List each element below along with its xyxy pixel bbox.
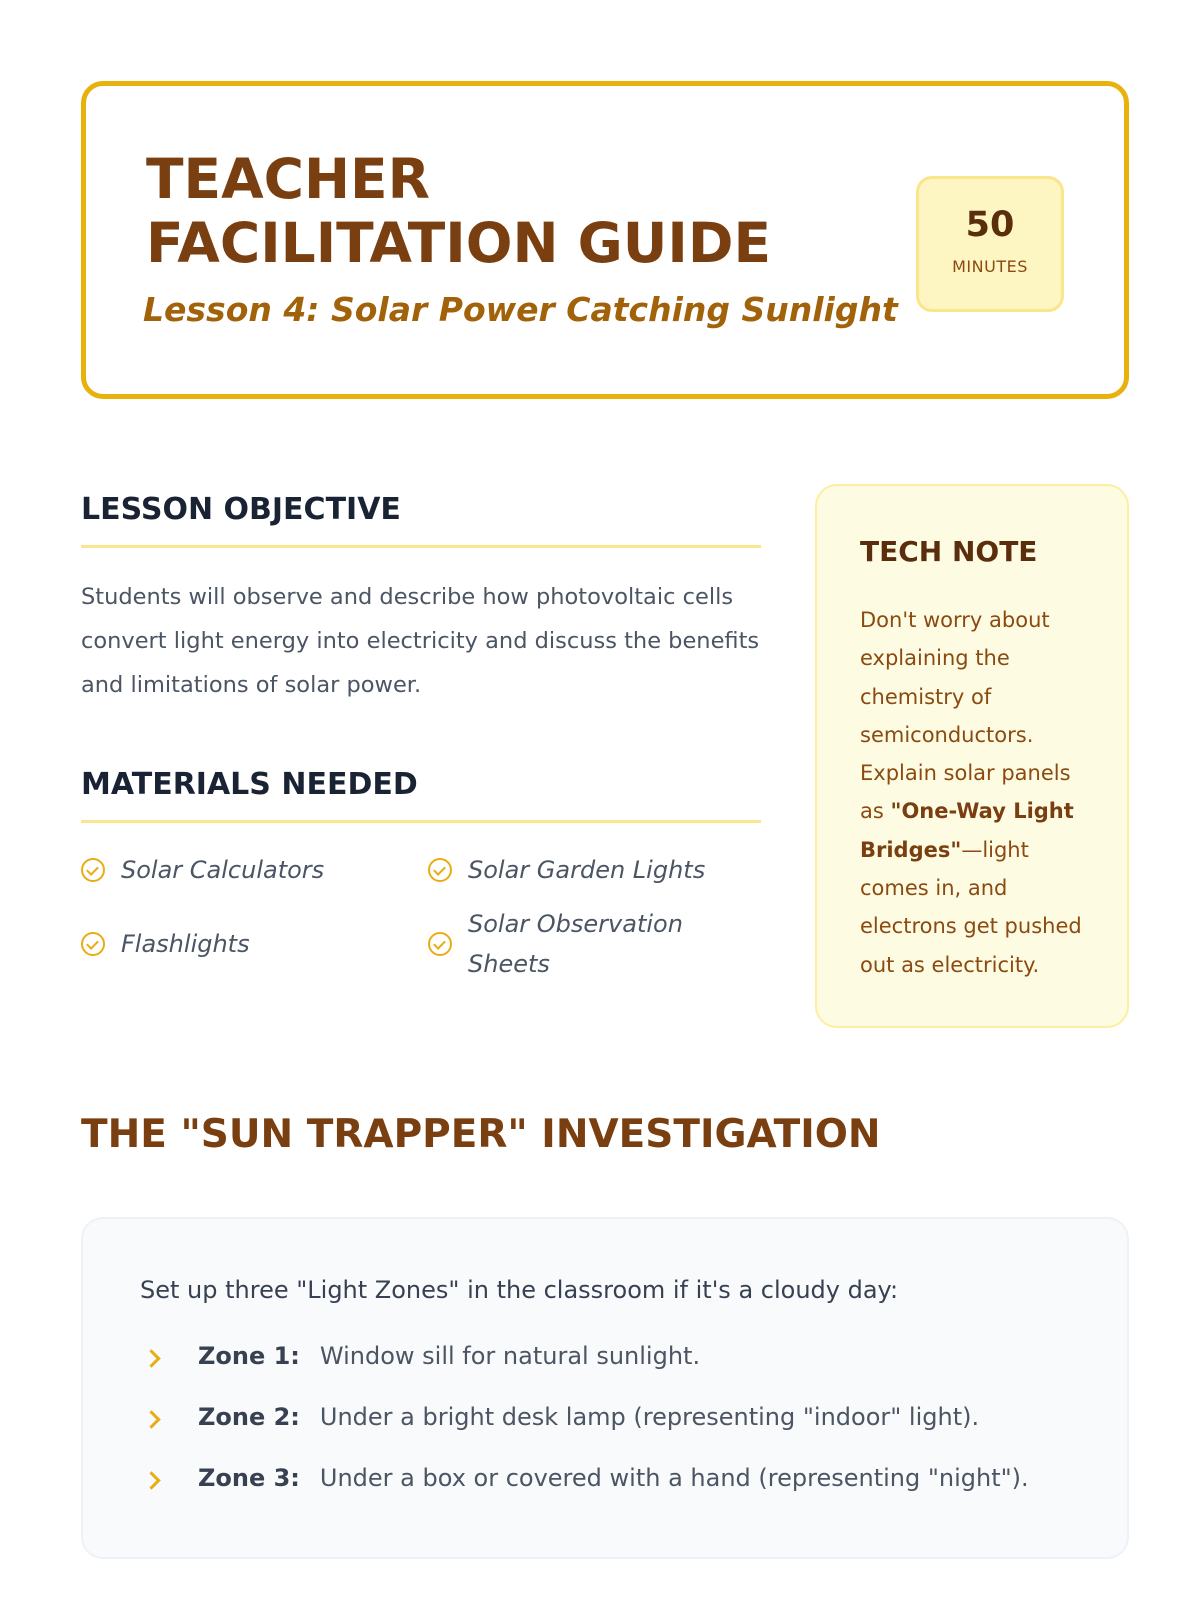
materials-item-label: Flashlights <box>121 930 250 958</box>
duration-value: 50 <box>965 205 1015 245</box>
page-title-line-2: FACILITATION GUIDE <box>146 211 772 275</box>
materials-item <box>428 904 738 984</box>
page-title-line-1: TEACHER <box>146 147 430 211</box>
duration-unit: MINUTES <box>952 257 1028 276</box>
zone-item <box>145 1336 700 1376</box>
tech-note-card <box>815 484 1129 1028</box>
objective-heading: LESSON OBJECTIVE <box>81 492 401 527</box>
tech-note-text-part: —light comes in, and electrons get pushed out as electricity. <box>860 837 1082 977</box>
materials-item <box>81 850 324 890</box>
zone-description: Window sill for natural sunlight. <box>319 1342 701 1370</box>
header-card <box>81 81 1129 399</box>
check-circle-icon <box>81 858 105 882</box>
zones-card <box>81 1217 1129 1559</box>
materials-item-label: Solar Calculators <box>121 856 325 884</box>
materials-item-label: Solar Observation Sheets <box>468 910 683 978</box>
zone-description: Under a box or covered with a hand (representing "night"). <box>319 1464 1029 1492</box>
zone-label: Zone 2: <box>198 1403 300 1431</box>
materials-divider <box>81 820 761 823</box>
check-circle-icon <box>428 932 452 956</box>
zones-intro: Set up three "Light Zones" in the classroom if it's a cloudy day: <box>140 1276 899 1304</box>
chevron-right-icon <box>142 1349 160 1367</box>
investigation-heading: THE "SUN TRAPPER" INVESTIGATION <box>81 1112 881 1157</box>
zone-label: Zone 3: <box>198 1464 300 1492</box>
zone-description: Under a bright desk lamp (representing "indoor" light). <box>319 1403 980 1431</box>
duration-badge <box>916 176 1064 312</box>
check-circle-icon <box>81 932 105 956</box>
tech-note-title: TECH NOTE <box>860 535 1038 568</box>
materials-heading: MATERIALS NEEDED <box>81 767 418 802</box>
chevron-right-icon <box>142 1410 160 1428</box>
objective-divider <box>81 545 761 548</box>
materials-item-label: Solar Garden Lights <box>468 856 706 884</box>
tech-note-text-part: Don't worry about explaining the chemistry of semiconductors. Explain solar panels as <box>860 608 1071 824</box>
zone-label: Zone 1: <box>198 1342 300 1370</box>
materials-item <box>428 850 705 890</box>
tech-note-text <box>860 601 1100 984</box>
chevron-right-icon <box>142 1471 160 1489</box>
zone-item <box>145 1397 979 1437</box>
lesson-subtitle: Lesson 4: Solar Power Catching Sunlight <box>143 290 898 329</box>
check-circle-icon <box>428 858 452 882</box>
zone-item <box>145 1458 1029 1498</box>
objective-text: Students will observe and describe how photovoltaic cells convert light energy into electricity and discuss the benefits and limitations of solar power. <box>81 584 760 698</box>
tech-note-emphasis: "One-Way Light Bridges" <box>860 799 1074 862</box>
materials-item <box>81 924 250 964</box>
